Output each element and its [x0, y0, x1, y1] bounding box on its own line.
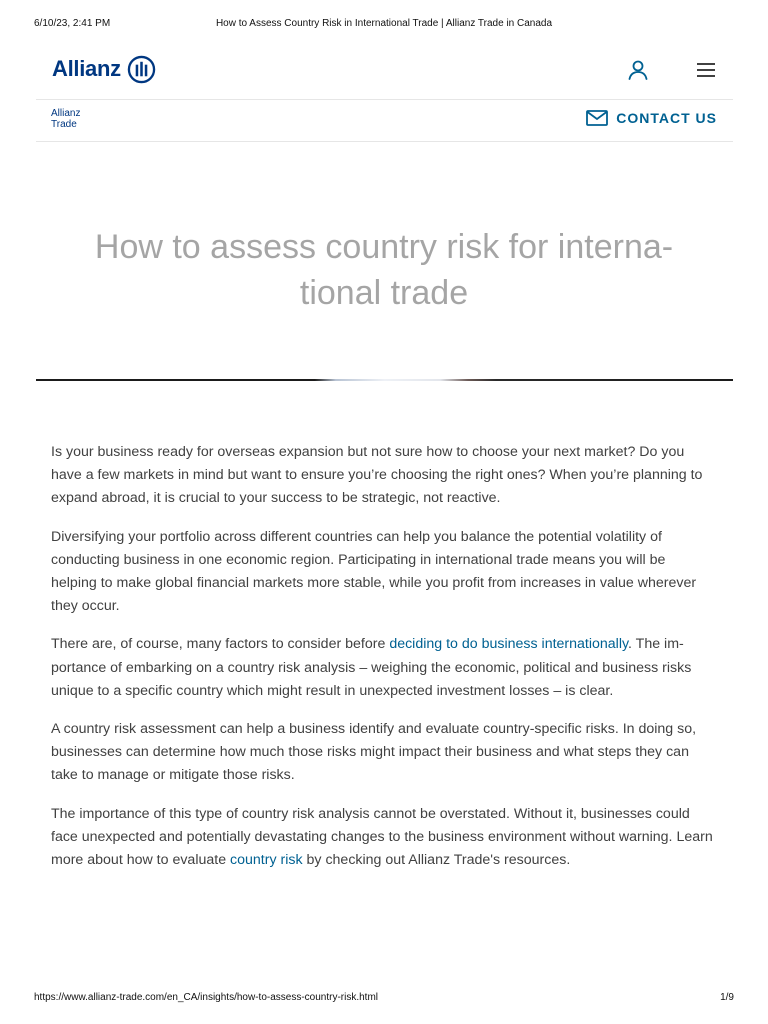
- contact-us-label: CONTACT US: [616, 110, 717, 126]
- brand-name-line-2[interactable]: Trade: [51, 119, 77, 130]
- article-body: [51, 441, 715, 887]
- allianz-logo[interactable]: [52, 53, 156, 85]
- hero-image-strip: [36, 379, 733, 381]
- paragraph-text: The importance of this type of country risk analysis cannot be overstated. Without it, businesses could face unexpected and potentially devastating changes to the business environment without warning. Learn more about how to evaluate: [51, 805, 713, 869]
- contact-us-link[interactable]: [586, 109, 717, 127]
- print-url: https://www.allianz-trade.com/en_CA/insights/how-to-assess-country-risk.html: [34, 992, 379, 1003]
- print-header: [0, 18, 768, 32]
- article-paragraph: [51, 633, 715, 703]
- country-risk-link[interactable]: country risk: [230, 852, 303, 869]
- top-navigation-bar: [36, 48, 733, 100]
- allianz-eagle-mark-icon: [127, 55, 156, 84]
- hamburger-menu-icon[interactable]: [694, 58, 718, 82]
- page-headline: How to assess country risk for interna-tional trade: [94, 228, 674, 312]
- article-paragraph: Is your business ready for overseas expansion but not sure how to choose your next market? Do you have a few markets in mind but want to ensure you’re choosing the right ones? When you’re planning to expand abroad, it is crucial to your success to be strategic, not reactive.: [51, 444, 703, 507]
- print-page-number: 1/9: [720, 992, 734, 1003]
- article-paragraph: A country risk assessment can help a business identify and evaluate country-specific risks. In doing so, businesses can determine how much those risks might impact their business and what steps they can take to manage or mitigate those risks.: [51, 721, 697, 784]
- print-footer: [0, 992, 768, 1006]
- print-date: 6/10/23, 2:41 PM: [34, 18, 111, 29]
- sub-navigation-bar: [36, 100, 733, 141]
- print-page-title: How to Assess Country Risk in International Trade | Allianz Trade in Canada: [215, 18, 553, 29]
- subheader-divider: [36, 141, 733, 142]
- envelope-icon: [586, 109, 608, 127]
- paragraph-text: . The im-portance of embarking on a country risk analysis – weighing the economic, political and business risks unique to a specific country which might result in unexpected investment losses – is clear.: [51, 636, 692, 699]
- article-paragraph: Diversifying your portfolio across different countries can help you balance the potential volatility of conducting business in one economic region. Participating in international trade means you will be helping to make global financial markets more stable, while you profit from increases in value wherever they occur.: [51, 528, 697, 615]
- article-paragraph: [51, 803, 715, 873]
- user-icon[interactable]: [626, 58, 650, 82]
- paragraph-text: There are, of course, many factors to consider before: [51, 636, 390, 653]
- paragraph-text: by checking out Allianz Trade's resources.: [302, 852, 571, 869]
- doing-business-internationally-link[interactable]: deciding to do business internationally: [389, 636, 629, 653]
- logo-wordmark: Allianz: [52, 56, 121, 81]
- brand-name-line-1[interactable]: Allianz: [51, 108, 81, 119]
